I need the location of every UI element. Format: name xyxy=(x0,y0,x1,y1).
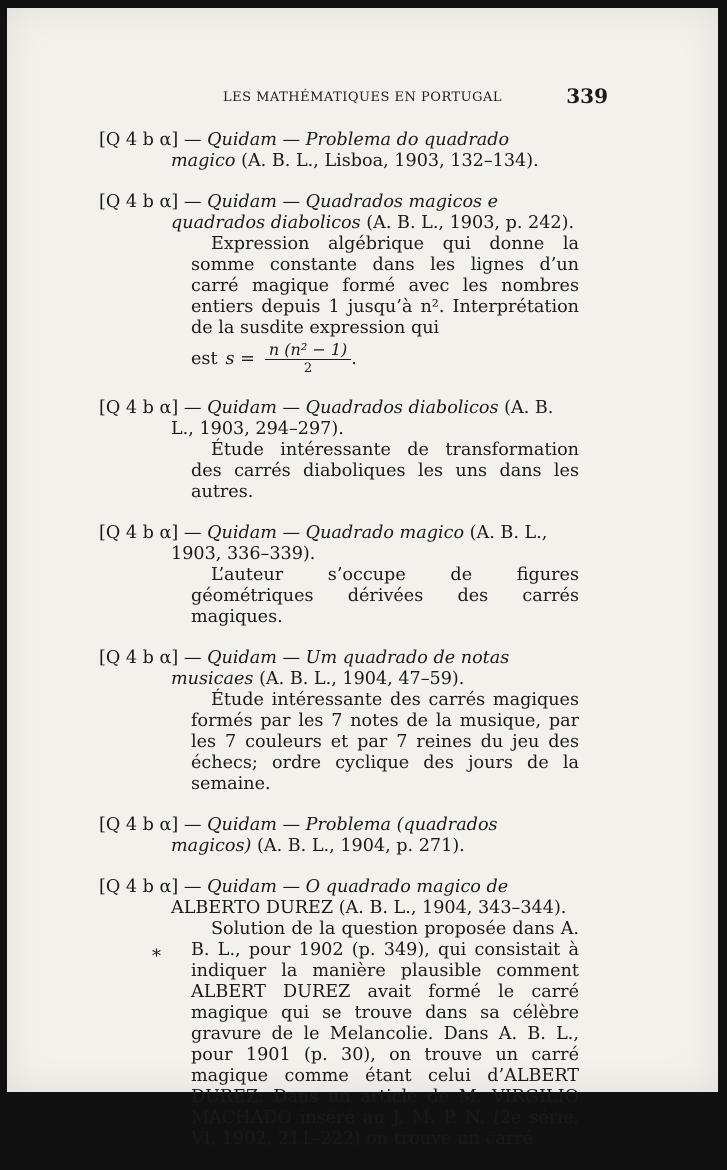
entry-tag: [Q 4 b α] xyxy=(99,398,179,418)
entry-description: Étude intéressante de transformation des carrés diaboliques les uns dans les autres. xyxy=(191,440,579,502)
entry-tag: [Q 4 b α] xyxy=(99,648,179,668)
entry-heading: [Q 4 b α] — Quidam — Problema do quadrado magico (A. B. L., Lisboa, 1903, 132–134). xyxy=(99,130,539,171)
bibliography xyxy=(99,130,579,1170)
entry-reference: (A. B. L., 1903, 294–297). xyxy=(171,398,554,439)
entry-title: Quadrados magicos e quadrados diabolicos xyxy=(171,192,499,233)
entry-reference: (A. B. L., 1904, 47–59). xyxy=(259,669,465,689)
running-head: LES MATHÉMATIQUES EN PORTUGAL xyxy=(222,90,503,105)
entry-tag: [Q 4 b α] xyxy=(99,877,179,897)
entry-heading: [Q 4 b α] — Quidam — O quadrado magico de ALBERTO DUREZ (A. B. L., 1904, 343–344). xyxy=(99,877,567,918)
formula xyxy=(191,341,579,378)
entry-reference: (A. B. L., Lisboa, 1903, 132–134). xyxy=(241,151,539,171)
page-number: 339 xyxy=(566,84,608,108)
page xyxy=(7,8,718,1149)
formula-prefix: est xyxy=(191,349,218,369)
entry-title: Quadrado magico xyxy=(305,523,465,543)
entry-title: Quadrados diabolicos xyxy=(305,398,499,418)
entry-tag: [Q 4 b α] xyxy=(99,192,179,212)
entry-heading: [Q 4 b α] — Quidam — Quadrado magico (A. B. L., 1903, 336–339). xyxy=(99,523,548,564)
formula-numerator: n (n² − 1) xyxy=(265,341,351,360)
entry-author: Quidam xyxy=(207,523,277,543)
entry-tag: [Q 4 b α] xyxy=(99,815,179,835)
entry xyxy=(99,398,579,503)
entry-title: Um quadrado de notas musicaes xyxy=(171,648,510,689)
entry-author: Quidam xyxy=(207,192,277,212)
entry-author: Quidam xyxy=(207,130,277,150)
entry-reference: ALBERTO DUREZ (A. B. L., 1904, 343–344). xyxy=(171,898,567,918)
entry xyxy=(99,815,579,857)
entry-title: O quadrado magico de xyxy=(305,877,509,897)
entry-author: Quidam xyxy=(207,815,277,835)
entry-reference: (A. B. L., 1903, p. 242). xyxy=(366,213,575,233)
entry-description: L’auteur s’occupe de figures géométriques dérivées des carrés magiques. xyxy=(191,565,579,627)
entry-heading: [Q 4 b α] — Quidam — Quadrados magicos e quadrados diabolicos (A. B. L., 1903, p. 242). xyxy=(99,192,575,233)
entry-reference: (A. B. L., 1903, 336–339). xyxy=(171,523,548,564)
entry-description: Étude intéressante des carrés magiques formés par les 7 notes de la musique, par les 7 couleurs et par 7 reines du jeu des échecs; ordre cyclique des jours de la semaine. xyxy=(191,690,579,794)
formula-lhs: s = xyxy=(225,349,255,369)
entry-title: Problema (quadrados magicos) xyxy=(171,815,498,856)
entry xyxy=(99,523,579,628)
entry xyxy=(99,877,579,1150)
entry-heading: [Q 4 b α] — Quidam — Quadrados diabolicos (A. B. L., 1903, 294–297). xyxy=(99,398,554,439)
entry-heading: [Q 4 b α] — Quidam — Um quadrado de notas musicaes (A. B. L., 1904, 47–59). xyxy=(99,648,510,689)
entry xyxy=(99,130,579,172)
entry xyxy=(99,192,579,378)
formula-denominator: 2 xyxy=(303,361,313,376)
entry-reference: (A. B. L., 1904, p. 271). xyxy=(257,836,465,856)
entry-title: Problema do quadrado magico xyxy=(171,130,510,171)
entry-tag: [Q 4 b α] xyxy=(99,523,179,543)
footer-mark: * xyxy=(152,946,161,967)
entry-author: Quidam xyxy=(207,398,277,418)
entry-author: Quidam xyxy=(207,877,277,897)
formula-fraction xyxy=(265,341,351,378)
entry-heading: [Q 4 b α] — Quidam — Problema (quadrados magicos) (A. B. L., 1904, p. 271). xyxy=(99,815,498,856)
entry-description: Solution de la question proposée dans A. B. L., pour 1902 (p. 349), qui consistait à indiquer la manière plausible comment ALBERT DUREZ avait formé le carré magique qui se trouve dans sa célèbre gravure de le Melancolie. Dans A. B. L., pour 1901 (p. 30), on trouve un carré magique comme étant celui d’ALBERT DUREZ. Dans un article de M. VIRGILIO MACHADO inséré au J. M. P. N. (2e série, VI, 1902, 211–222) on trouve un carré xyxy=(191,919,579,1149)
entry-description: Expression algébrique qui donne la somme constante dans les lignes d’un carré magique formé avec les nombres entiers depuis 1 jusqu’à n². Interprétation de la susdite expression qui xyxy=(191,234,579,338)
entry-author: Quidam xyxy=(207,648,277,668)
entry xyxy=(99,648,579,795)
entry-tag: [Q 4 b α] xyxy=(99,130,179,150)
formula-suffix: . xyxy=(351,349,357,369)
